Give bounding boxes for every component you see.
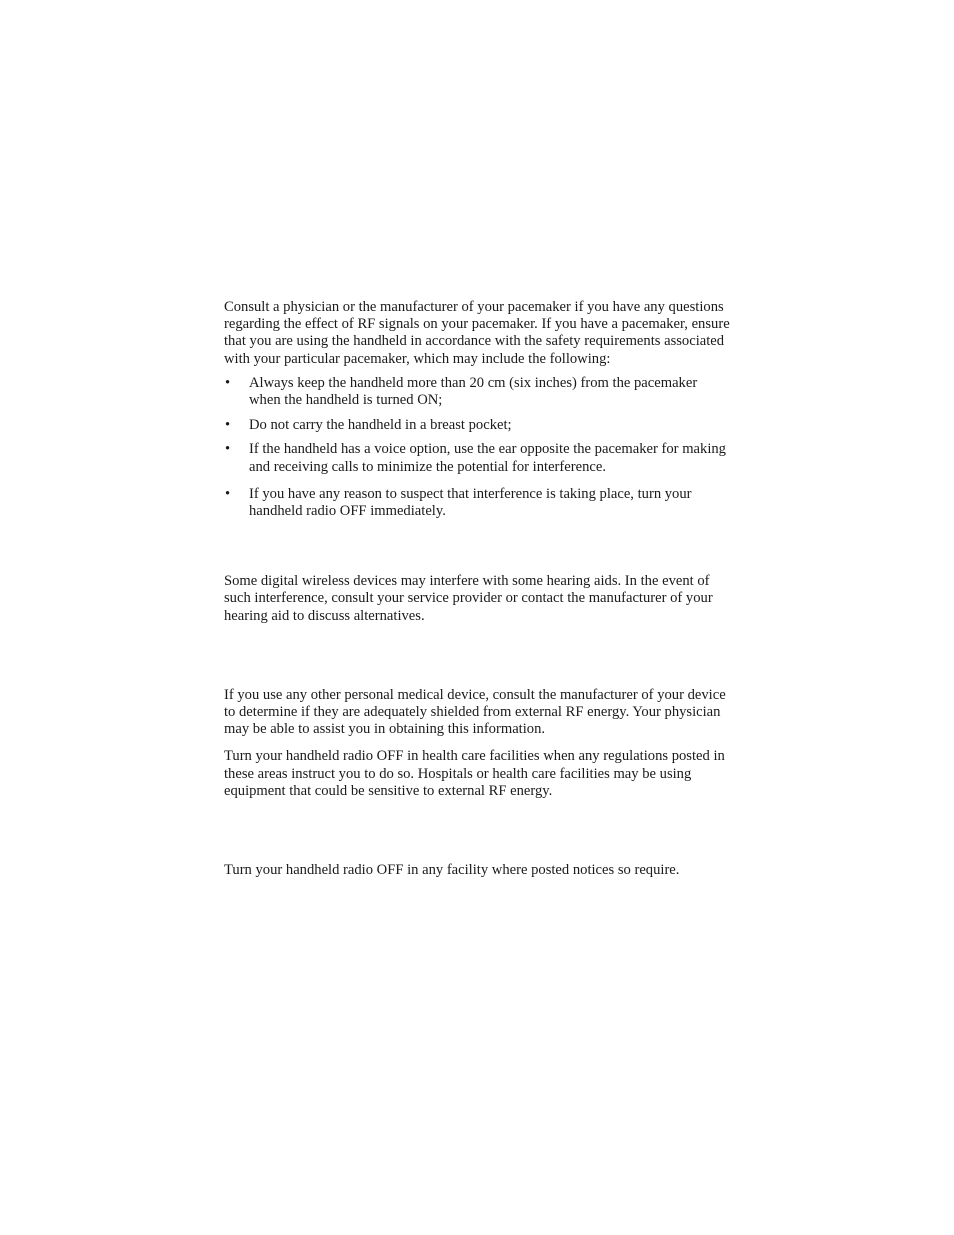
document-page [224,299,730,879]
list-item [224,375,730,409]
list-item [224,417,730,434]
pacemaker-intro-paragraph: Consult a physician or the manufacturer of your pacemaker if you have any questions regarding the effect of RF signals on your pacemaker. If you have a pacemaker, ensure that you are using the handheld in accordance with the safety requirements associated with your particular pacemaker, which may include the following: [224,299,730,367]
pacemaker-section [224,299,730,520]
list-item-text: If you have any reason to suspect that interference is taking place, turn your handheld radio OFF immediately. [249,485,692,520]
section-spacer [224,520,730,573]
list-item [224,486,730,520]
bullet-icon: • [225,441,231,458]
bullet-icon: • [225,485,231,502]
posted-facilities-paragraph: Turn your handheld radio OFF in any facility where posted notices so require. [224,862,680,879]
hearing-aids-paragraph: Some digital wireless devices may interfere with some hearing aids. In the event of such interference, consult your service provider or contact the manufacturer of your hearing aid to discuss alternatives. [224,573,713,624]
bullet-icon: • [225,417,231,434]
bullet-icon: • [225,374,231,391]
hearing-aids-section [224,573,730,625]
section-spacer [224,800,730,862]
list-item-text: If the handheld has a voice option, use the ear opposite the pacemaker for making and receiving calls to minimize the potential for interference. [249,441,726,475]
pacemaker-bullet-list [224,375,730,520]
other-medical-devices-paragraph: If you use any other personal medical device, consult the manufacturer of your device to determine if they are adequately shielded from external RF energy. Your physician may be able to assist you in obtaining this information. [224,686,726,738]
list-item-text: Do not carry the handheld in a breast pocket; [249,417,512,434]
list-item [224,441,730,475]
health-care-facilities-paragraph: Turn your handheld radio OFF in health care facilities when any regulations posted in these areas instruct you to do so. Hospitals or health care facilities may be using equipment that could be sensitive to external RF energy. [224,748,725,799]
section-spacer [224,625,730,687]
posted-facilities-section [224,862,730,879]
other-medical-devices-section [224,687,730,800]
list-item-text: Always keep the handheld more than 20 cm (six inches) from the pacemaker when the handheld is turned ON; [249,374,698,409]
